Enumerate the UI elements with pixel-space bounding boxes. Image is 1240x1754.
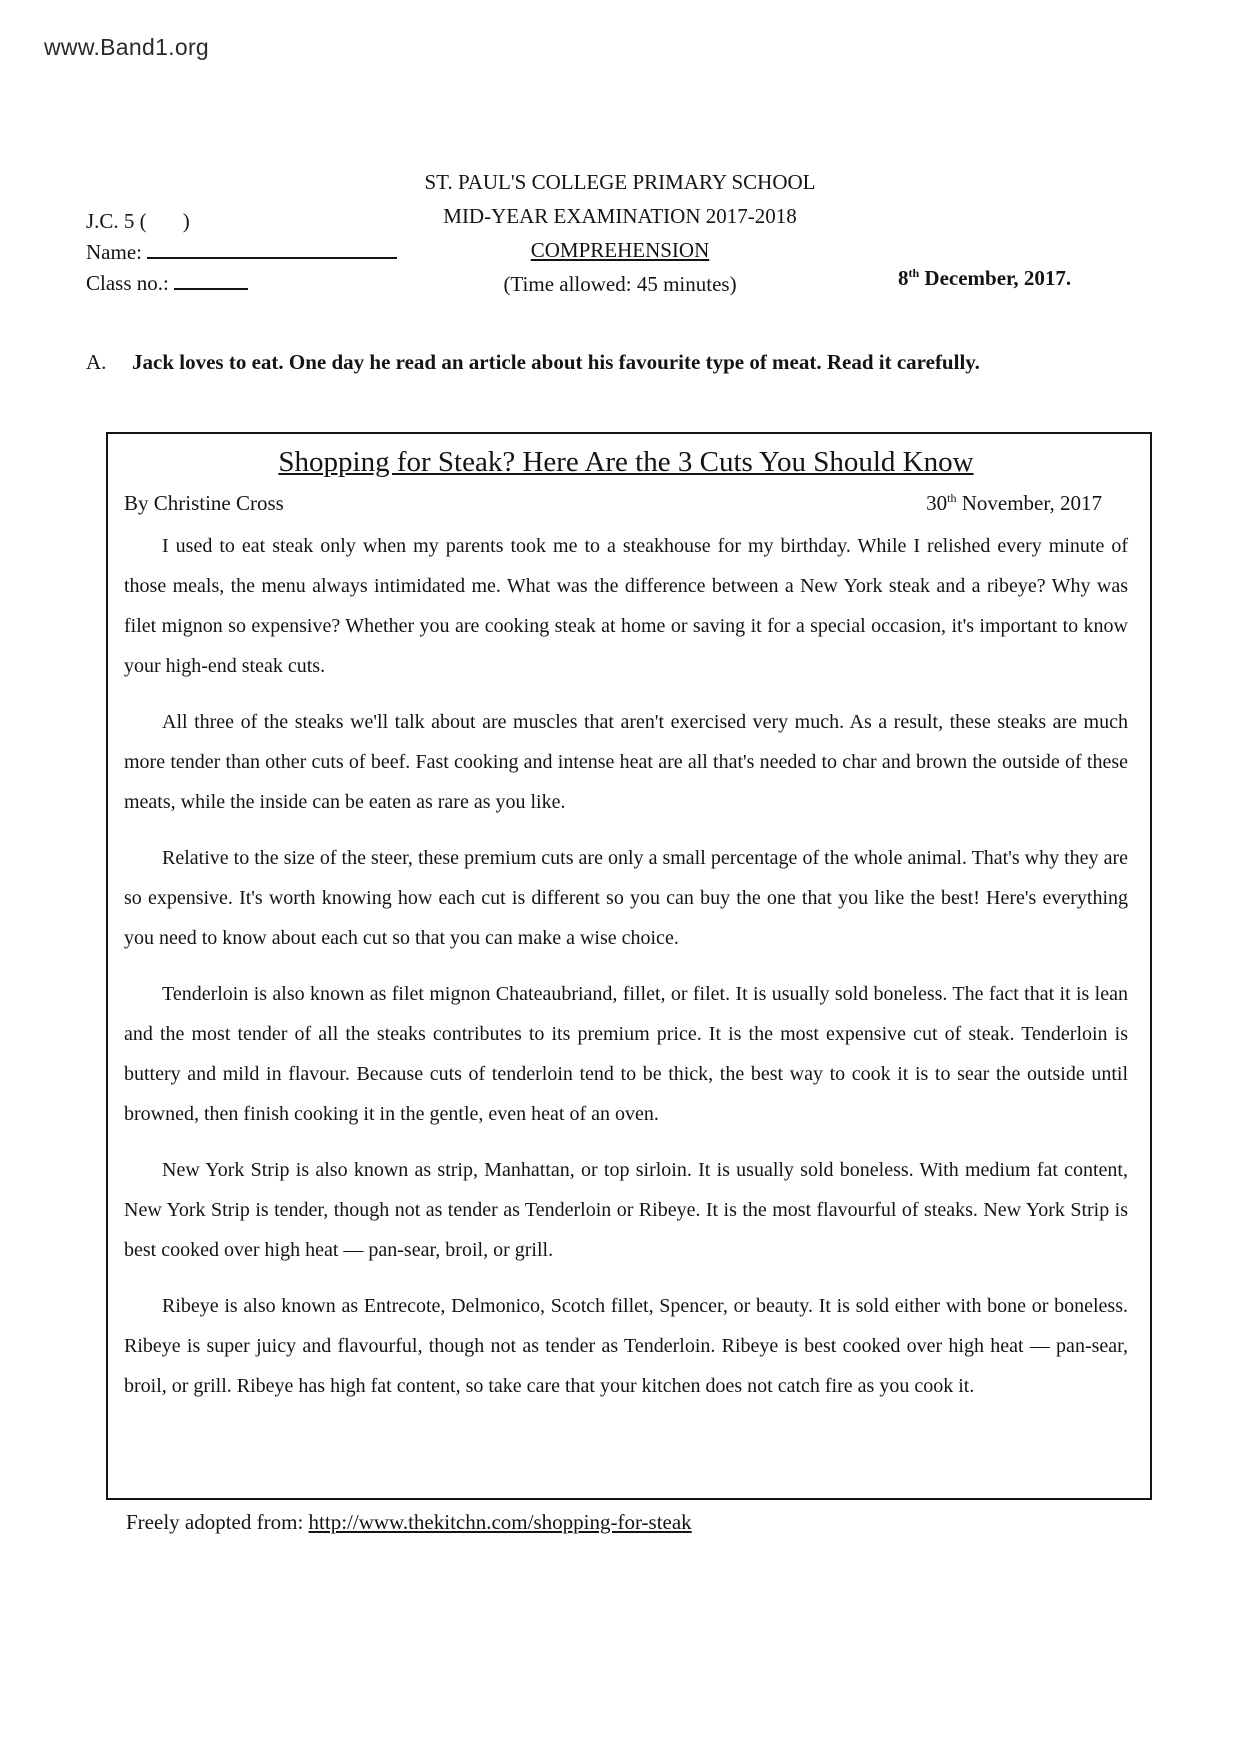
exam-title: MID-YEAR EXAMINATION 2017-2018	[443, 204, 797, 228]
article-author: By Christine Cross	[124, 491, 284, 515]
class-no-label: Class no.:	[86, 271, 169, 295]
exam-date-day: 8	[898, 266, 909, 290]
article-paragraph: New York Strip is also known as strip, Manhattan, or top sirloin. It is usually sold boneless. With medium fat content, New York Strip is tender, though not as tender as Tenderloin or Ribeye. It is the most flavourful of steaks. New York Strip is best cooked over high heat — pan-sear, broil, or grill.	[124, 1159, 1128, 1261]
watermark: www.Band1.org	[44, 34, 209, 60]
source-label: Freely adopted from:	[126, 1510, 309, 1534]
exam-date-rest: December, 2017.	[919, 266, 1072, 290]
source-link[interactable]: http://www.thekitchn.com/shopping-for-steak	[308, 1510, 692, 1534]
source-citation	[126, 1510, 692, 1535]
byline-row	[124, 488, 1128, 518]
article-paragraph: Relative to the size of the steer, these premium cuts are only a small percentage of the whole animal. That's why they are so expensive. It's worth knowing how each cut is different so you can buy the one that you like the best! Here's everything you need to know about each cut so that you can make a wise choice.	[124, 847, 1128, 949]
class-code-row	[86, 206, 397, 237]
time-allowed: (Time allowed: 45 minutes)	[503, 272, 737, 296]
article-title: Shopping for Steak? Here Are the 3 Cuts You Should Know	[278, 446, 974, 478]
section-a-instruction	[86, 350, 1186, 375]
article-date-rest: November, 2017	[956, 491, 1102, 515]
class-code-close: )	[182, 209, 190, 233]
article-paragraph: I used to eat steak only when my parents took me to a steakhouse for my birthday. While I relished every minute of those meals, the menu always intimidated me. What was the difference between a New York steak and a ribeye? Why was filet mignon so expensive? Whether you are cooking steak at home or saving it for a special occasion, it's important to know your high-end steak cuts.	[124, 535, 1128, 677]
exam-header	[360, 165, 880, 301]
article-paragraph: Ribeye is also known as Entrecote, Delmonico, Scotch fillet, Spencer, or beauty. It is sold either with bone or boneless. Ribeye is super juicy and flavourful, though not as tender as Tenderloin. Ribeye is best cooked over high heat — pan-sear, broil, or grill. Ribeye has high fat content, so take care that your kitchen does not catch fire as you cook it.	[124, 1295, 1128, 1397]
school-name: ST. PAUL'S COLLEGE PRIMARY SCHOOL	[424, 170, 816, 194]
article-paragraph: All three of the steaks we'll talk about are muscles that aren't exercised very much. As a result, these steaks are much more tender than other cuts of beef. Fast cooking and intense heat are all that's needed to char and brown the outside of these meats, while the inside can be eaten as rare as you like.	[124, 711, 1128, 813]
class-code-label: J.C. 5 (	[86, 209, 147, 233]
student-info	[86, 206, 397, 299]
article-paragraph: Tenderloin is also known as filet mignon Chateaubriand, fillet, or filet. It is usually sold boneless. The fact that it is lean and the most tender of all the steaks contributes to its premium price. It is the most expensive cut of steak. Tenderloin is buttery and mild in flavour. Because cuts of tenderloin tend to be thick, the best way to cook it is to sear the outside until browned, then finish cooking it in the gentle, even heat of an oven.	[124, 983, 1128, 1125]
section-letter: A.	[86, 350, 107, 374]
exam-date-suffix: th	[908, 266, 920, 280]
name-label: Name:	[86, 240, 142, 264]
exam-date	[898, 266, 1071, 291]
instruction-text: Jack loves to eat. One day he read an article about his favourite type of meat. Read it carefully.	[132, 350, 980, 374]
subject-title: COMPREHENSION	[530, 238, 710, 262]
article-date	[926, 488, 1128, 518]
class-no-blank[interactable]	[174, 270, 248, 290]
name-row	[86, 237, 397, 268]
article-box	[106, 432, 1152, 1500]
article-date-suffix: th	[947, 491, 957, 505]
article-date-day: 30	[926, 491, 948, 515]
class-no-row	[86, 268, 397, 299]
